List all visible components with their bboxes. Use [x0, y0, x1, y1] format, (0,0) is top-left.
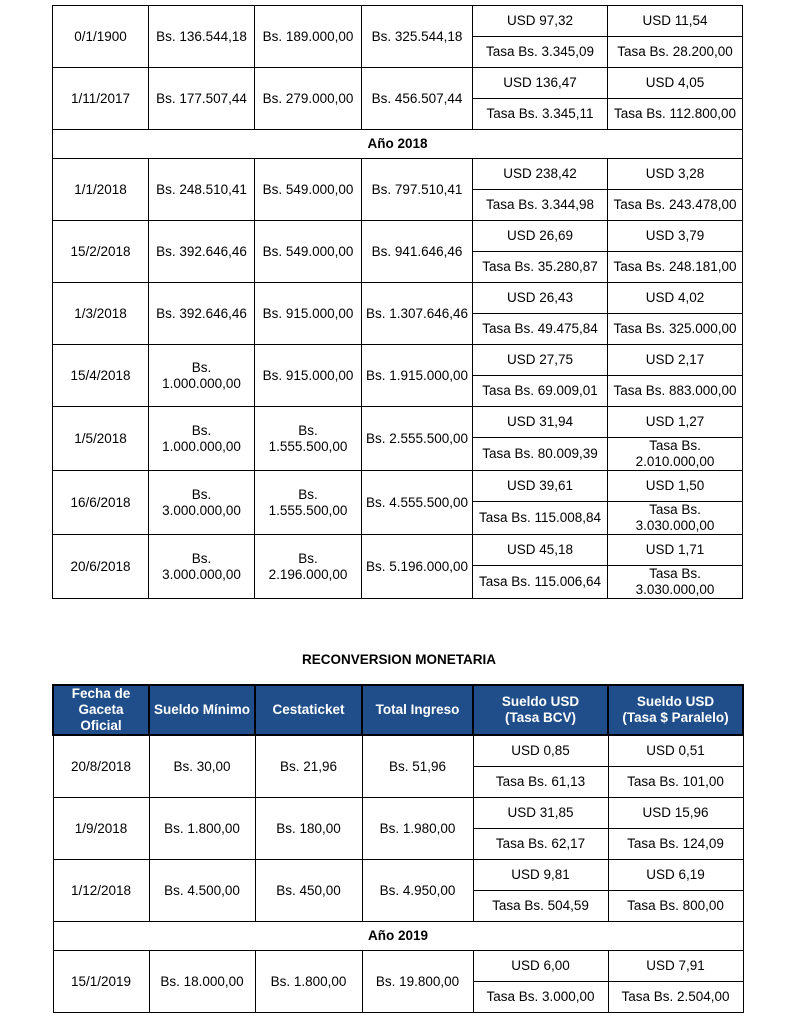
table-row — [53, 345, 743, 376]
total-cell: Bs. 941.646,46 — [362, 221, 473, 283]
date-cell: 1/5/2018 — [53, 407, 149, 471]
salary-table-bolivar-fuerte — [52, 5, 743, 599]
sueldo-cell: Bs. 30,00 — [149, 735, 255, 798]
year-row — [53, 130, 743, 159]
tasa-bcv-cell: Tasa Bs. 3.345,11 — [473, 99, 608, 130]
section-title: RECONVERSION MONETARIA — [301, 652, 496, 667]
tasa-paralelo-cell: Tasa Bs. 101,00 — [608, 767, 743, 798]
tasa-paralelo-cell: Tasa Bs. 325.000,00 — [608, 314, 743, 345]
date-cell: 20/6/2018 — [53, 535, 149, 599]
cestaticket-cell: Bs. 450,00 — [255, 860, 362, 922]
usd-bcv-cell: USD 26,69 — [473, 221, 608, 252]
cestaticket-cell: Bs. 279.000,00 — [255, 68, 362, 130]
date-cell: 16/6/2018 — [53, 471, 149, 535]
tasa-bcv-cell: Tasa Bs. 504,59 — [473, 891, 608, 922]
tasa-paralelo-cell: Tasa Bs. 3.030.000,00 — [608, 502, 743, 535]
usd-paralelo-cell: USD 7,91 — [608, 951, 743, 982]
tasa-bcv-cell: Tasa Bs. 3.000,00 — [473, 982, 608, 1013]
usd-paralelo-cell: USD 3,28 — [608, 159, 743, 190]
year-label: Año 2018 — [53, 130, 743, 159]
usd-bcv-cell: USD 31,85 — [473, 798, 608, 829]
usd-bcv-cell: USD 9,81 — [473, 860, 608, 891]
date-cell: 15/2/2018 — [53, 221, 149, 283]
salary-table-body — [53, 6, 743, 599]
usd-paralelo-cell: USD 15,96 — [608, 798, 743, 829]
table-row — [53, 535, 743, 566]
cestaticket-cell: Bs. 180,00 — [255, 798, 362, 860]
usd-paralelo-cell: USD 0,51 — [608, 735, 743, 767]
usd-bcv-cell: USD 238,42 — [473, 159, 608, 190]
total-cell: Bs. 2.555.500,00 — [362, 407, 473, 471]
tasa-bcv-cell: Tasa Bs. 3.345,09 — [473, 37, 608, 68]
usd-paralelo-cell: USD 1,27 — [608, 407, 743, 438]
tasa-bcv-cell: Tasa Bs. 115.008,84 — [473, 502, 608, 535]
total-cell: Bs. 19.800,00 — [362, 951, 473, 1013]
tasa-paralelo-cell: Tasa Bs. 243.478,00 — [608, 190, 743, 221]
sueldo-cell: Bs. 1.000.000,00 — [149, 407, 255, 471]
total-cell: Bs. 1.915.000,00 — [362, 345, 473, 407]
total-cell: Bs. 5.196.000,00 — [362, 535, 473, 599]
sueldo-cell: Bs. 3.000.000,00 — [149, 471, 255, 535]
date-cell: 15/4/2018 — [53, 345, 149, 407]
tasa-bcv-cell: Tasa Bs. 62,17 — [473, 829, 608, 860]
cestaticket-cell: Bs. 189.000,00 — [255, 6, 362, 68]
year-label: Año 2019 — [53, 922, 743, 951]
cestaticket-cell: Bs. 2.196.000,00 — [255, 535, 362, 599]
usd-bcv-cell: USD 31,94 — [473, 407, 608, 438]
tasa-paralelo-cell: Tasa Bs. 2.504,00 — [608, 982, 743, 1013]
sueldo-cell: Bs. 4.500,00 — [149, 860, 255, 922]
header-usd-bcv: Sueldo USD (Tasa BCV) — [473, 685, 608, 735]
table-row — [53, 860, 743, 891]
usd-bcv-cell: USD 27,75 — [473, 345, 608, 376]
tasa-paralelo-cell: Tasa Bs. 112.800,00 — [608, 99, 743, 130]
table-row — [53, 798, 743, 829]
table-row — [53, 735, 743, 767]
usd-paralelo-cell: USD 2,17 — [608, 345, 743, 376]
year-row — [53, 922, 743, 951]
tasa-paralelo-cell: Tasa Bs. 28.200,00 — [608, 37, 743, 68]
cestaticket-cell: Bs. 21,96 — [255, 735, 362, 798]
sueldo-cell: Bs. 177.507,44 — [149, 68, 255, 130]
cestaticket-cell: Bs. 1.800,00 — [255, 951, 362, 1013]
tasa-bcv-cell: Tasa Bs. 49.475,84 — [473, 314, 608, 345]
usd-paralelo-cell: USD 3,79 — [608, 221, 743, 252]
total-cell: Bs. 456.507,44 — [362, 68, 473, 130]
header-sueldo: Sueldo Mínimo — [149, 685, 255, 735]
table-row — [53, 6, 743, 37]
sueldo-cell: Bs. 1.800,00 — [149, 798, 255, 860]
header-total: Total Ingreso — [362, 685, 473, 735]
cestaticket-cell: Bs. 549.000,00 — [255, 159, 362, 221]
total-cell: Bs. 797.510,41 — [362, 159, 473, 221]
sueldo-cell: Bs. 18.000,00 — [149, 951, 255, 1013]
tasa-bcv-cell: Tasa Bs. 80.009,39 — [473, 438, 608, 471]
usd-bcv-cell: USD 39,61 — [473, 471, 608, 502]
tasa-paralelo-cell: Tasa Bs. 248.181,00 — [608, 252, 743, 283]
header-usd-paralelo: Sueldo USD (Tasa $ Paralelo) — [608, 685, 743, 735]
sueldo-cell: Bs. 392.646,46 — [149, 283, 255, 345]
usd-paralelo-cell: USD 4,02 — [608, 283, 743, 314]
tasa-paralelo-cell: Tasa Bs. 883.000,00 — [608, 376, 743, 407]
table-header-row — [53, 685, 743, 735]
tasa-bcv-cell: Tasa Bs. 115.006,64 — [473, 566, 608, 599]
cestaticket-cell: Bs. 1.555.500,00 — [255, 471, 362, 535]
date-cell: 1/9/2018 — [53, 798, 149, 860]
usd-bcv-cell: USD 0,85 — [473, 735, 608, 767]
date-cell: 1/3/2018 — [53, 283, 149, 345]
cestaticket-cell: Bs. 1.555.500,00 — [255, 407, 362, 471]
date-cell: 20/8/2018 — [53, 735, 149, 798]
total-cell: Bs. 4.555.500,00 — [362, 471, 473, 535]
usd-paralelo-cell: USD 4,05 — [608, 68, 743, 99]
cestaticket-cell: Bs. 549.000,00 — [255, 221, 362, 283]
salary-table-reconversion — [52, 684, 744, 1013]
sueldo-cell: Bs. 392.646,46 — [149, 221, 255, 283]
sueldo-cell: Bs. 136.544,18 — [149, 6, 255, 68]
sueldo-cell: Bs. 1.000.000,00 — [149, 345, 255, 407]
total-cell: Bs. 1.980,00 — [362, 798, 473, 860]
tasa-bcv-cell: Tasa Bs. 3.344,98 — [473, 190, 608, 221]
header-cesta: Cestaticket — [255, 685, 362, 735]
table-row — [53, 951, 743, 982]
usd-paralelo-cell: USD 11,54 — [608, 6, 743, 37]
sueldo-cell: Bs. 248.510,41 — [149, 159, 255, 221]
total-cell: Bs. 51,96 — [362, 735, 473, 798]
date-cell: 1/11/2017 — [53, 68, 149, 130]
date-cell: 1/1/2018 — [53, 159, 149, 221]
table-row — [53, 68, 743, 99]
total-cell: Bs. 1.307.646,46 — [362, 283, 473, 345]
tasa-paralelo-cell: Tasa Bs. 124,09 — [608, 829, 743, 860]
table-row — [53, 407, 743, 438]
tasa-paralelo-cell: Tasa Bs. 800,00 — [608, 891, 743, 922]
usd-bcv-cell: USD 45,18 — [473, 535, 608, 566]
tasa-bcv-cell: Tasa Bs. 69.009,01 — [473, 376, 608, 407]
tasa-paralelo-cell: Tasa Bs. 2.010.000,00 — [608, 438, 743, 471]
usd-bcv-cell: USD 26,43 — [473, 283, 608, 314]
sueldo-cell: Bs. 3.000.000,00 — [149, 535, 255, 599]
table-row — [53, 471, 743, 502]
usd-bcv-cell: USD 136,47 — [473, 68, 608, 99]
header-fecha: Fecha de Gaceta Oficial — [53, 685, 149, 735]
tasa-bcv-cell: Tasa Bs. 35.280,87 — [473, 252, 608, 283]
usd-paralelo-cell: USD 1,50 — [608, 471, 743, 502]
date-cell: 1/12/2018 — [53, 860, 149, 922]
total-cell: Bs. 4.950,00 — [362, 860, 473, 922]
date-cell: 0/1/1900 — [53, 6, 149, 68]
tasa-bcv-cell: Tasa Bs. 61,13 — [473, 767, 608, 798]
cestaticket-cell: Bs. 915.000,00 — [255, 283, 362, 345]
total-cell: Bs. 325.544,18 — [362, 6, 473, 68]
usd-paralelo-cell: USD 1,71 — [608, 535, 743, 566]
usd-bcv-cell: USD 97,32 — [473, 6, 608, 37]
date-cell: 15/1/2019 — [53, 951, 149, 1013]
table-row — [53, 221, 743, 252]
tasa-paralelo-cell: Tasa Bs. 3.030.000,00 — [608, 566, 743, 599]
cestaticket-cell: Bs. 915.000,00 — [255, 345, 362, 407]
table-row — [53, 283, 743, 314]
salary-table-body — [53, 735, 743, 1013]
table-row — [53, 159, 743, 190]
usd-bcv-cell: USD 6,00 — [473, 951, 608, 982]
usd-paralelo-cell: USD 6,19 — [608, 860, 743, 891]
